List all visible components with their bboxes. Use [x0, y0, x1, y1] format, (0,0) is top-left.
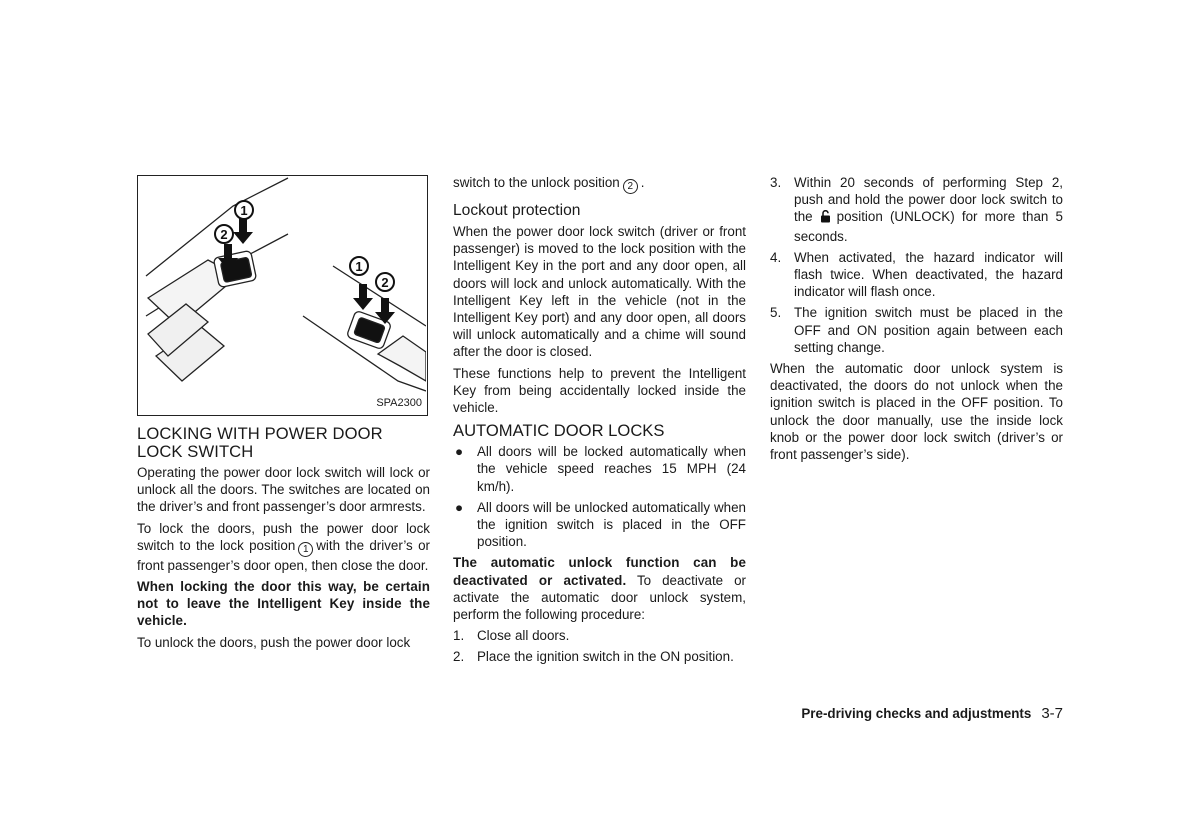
page-number: 3-7: [1041, 705, 1063, 722]
auto-locks-list: [453, 443, 746, 550]
position-2-circle-icon: 2: [623, 179, 638, 194]
section-heading: LOCKING WITH POWER DOOR LOCK SWITCH: [137, 424, 383, 461]
step-text: Close all doors.: [477, 628, 570, 644]
step-text: When activated, the hazard indicator will flash twice. When deactivated, the hazard indicator will flash once.: [794, 249, 1063, 300]
figure-code: SPA2300: [376, 396, 422, 409]
warning-paragraph: When locking the door this way, be certain not to leave the Intelligent Key inside the vehicle.: [137, 579, 430, 629]
auto-locks-heading: AUTOMATIC DOOR LOCKS: [453, 421, 665, 441]
list-item: [453, 648, 746, 665]
step-number: 4.: [770, 249, 782, 265]
column-3: [770, 174, 1063, 467]
unlock-function-paragraph: [453, 554, 746, 623]
step-number: 1.: [453, 628, 465, 644]
position-1-circle-icon: 1: [298, 542, 313, 557]
unlock-function-text: To deactivate or activate the automatic door unlock system, perform the following procedure:: [453, 572, 746, 623]
footer-section-title: Pre-driving checks and adjustments: [801, 706, 1032, 721]
intro-paragraph: Operating the power door lock switch will lock or unlock all the doors. The switches are located on the driver’s and front passenger’s door armrests.: [137, 465, 430, 515]
continuation-text: switch to the unlock position: [453, 175, 620, 190]
procedure-steps: [453, 627, 746, 665]
callout-1-right: 1: [355, 259, 363, 274]
lock-text-a: To lock the doors, push the power door lock switch to the lock position: [137, 520, 430, 553]
lock-paragraph: [137, 520, 430, 574]
list-item: [770, 304, 1063, 356]
list-item: [453, 443, 746, 495]
bullet-text: All doors will be locked automatically when the vehicle speed reaches 15 MPH (24 km/h).: [477, 444, 746, 494]
column-1: [137, 174, 430, 655]
list-item: [453, 627, 746, 644]
unlock-paragraph: To unlock the doors, push the power door lock: [137, 634, 411, 650]
step-number: 2.: [453, 649, 465, 665]
list-item: [770, 174, 1063, 245]
step-text: Within 20 seconds of performing Step 2, push and hold the power door lock switch to the: [794, 175, 1063, 225]
bullet-icon: ●: [455, 499, 464, 515]
page-footer: [801, 705, 1063, 722]
list-item: [453, 499, 746, 551]
step-number: 5.: [770, 305, 782, 321]
lockout-paragraph-2: These functions help to prevent the Intelligent Key from being accidentally locked inside the vehicle.: [453, 365, 746, 416]
procedure-steps-continued: [770, 174, 1063, 356]
step-text-cont: position (UNLOCK) for more than 5 seconds.: [794, 209, 1063, 244]
door-lock-switch-figure: [137, 175, 428, 416]
closing-paragraph: When the automatic door unlock system is deactivated, the doors do not unlock when the ignition switch is placed in the OFF position. To unlock the door manually, use the inside lock knob or the power door lock switch (driver’s or front passenger’s side).: [770, 361, 1063, 463]
step-text: The ignition switch must be placed in the OFF and ON position again between each setting change.: [794, 305, 1063, 355]
lock-text-b: with the driver’s or front passenger’s door open, then close the door.: [137, 537, 430, 573]
callout-2-left: 2: [220, 227, 228, 242]
unlock-icon: [820, 210, 831, 227]
lockout-heading: Lockout protection: [453, 202, 581, 219]
continuation-period: .: [640, 175, 645, 190]
step-number: 3.: [770, 175, 782, 190]
unlock-continuation: [453, 174, 746, 194]
list-item: [770, 249, 1063, 301]
unlock-function-bold: The automatic unlock function can be deactivated or activated.: [453, 555, 746, 588]
bullet-icon: ●: [455, 444, 464, 460]
callout-2-right: 2: [381, 275, 389, 290]
switch-illustration: [138, 176, 426, 414]
step-text: Place the ignition switch in the ON position.: [477, 649, 734, 665]
column-2: [453, 174, 746, 670]
callout-1-left: 1: [240, 203, 248, 218]
bullet-text: All doors will be unlocked automatically when the ignition switch is placed in the OFF position.: [477, 499, 746, 550]
lockout-paragraph-1: When the power door lock switch (driver or front passenger) is moved to the lock position with the Intelligent Key in the port and any door open, all doors will lock and unlock automatically. With the Intelligent Key left in the vehicle (not in the Intelligent Key port) and any door open, all doors will unlock automatically and a chime will sound after the door is closed.: [453, 224, 746, 360]
